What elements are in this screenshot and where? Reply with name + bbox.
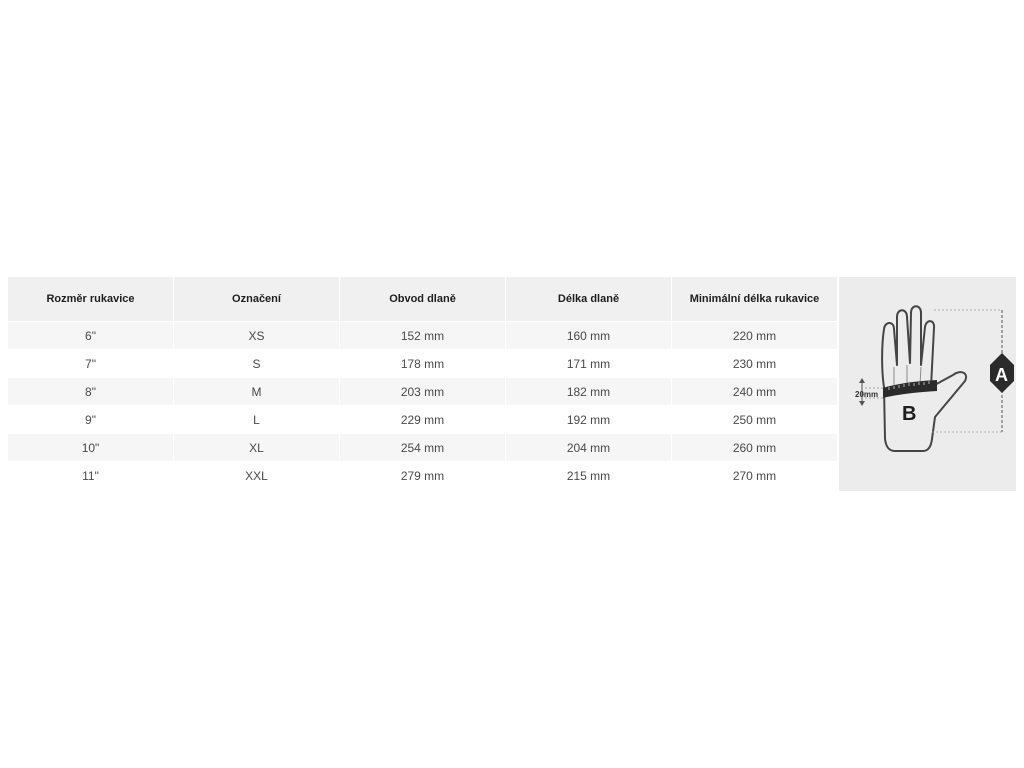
cell-palm-length: 171 mm <box>506 350 672 378</box>
cell-designation: XL <box>174 434 340 462</box>
cell-palm-circumference: 152 mm <box>340 322 506 350</box>
table-row <box>8 462 838 490</box>
header-designation: Označení <box>174 277 340 322</box>
label-a: A <box>995 365 1008 385</box>
cell-palm-length: 160 mm <box>506 322 672 350</box>
cell-palm-length: 182 mm <box>506 378 672 406</box>
cell-min-glove-length: 260 mm <box>672 434 838 462</box>
cell-designation: XS <box>174 322 340 350</box>
cell-palm-length: 192 mm <box>506 406 672 434</box>
table-row <box>8 322 838 350</box>
cell-designation: M <box>174 378 340 406</box>
cell-min-glove-length: 250 mm <box>672 406 838 434</box>
cell-palm-circumference: 229 mm <box>340 406 506 434</box>
measure-label: 20mm <box>855 390 879 399</box>
cell-glove-size: 7" <box>8 350 174 378</box>
table-row <box>8 350 838 378</box>
cell-glove-size: 11" <box>8 462 174 490</box>
table-row <box>8 434 838 462</box>
cell-glove-size: 8" <box>8 378 174 406</box>
table-header-row <box>8 277 838 322</box>
arrow-up-icon <box>859 378 865 383</box>
cell-palm-circumference: 254 mm <box>340 434 506 462</box>
cell-min-glove-length: 220 mm <box>672 322 838 350</box>
cell-designation: XXL <box>174 462 340 490</box>
table-row <box>8 378 838 406</box>
hand-illustration <box>839 277 1016 491</box>
table-row <box>8 406 838 434</box>
header-palm-circumference: Obvod dlaně <box>340 277 506 322</box>
cell-palm-circumference: 203 mm <box>340 378 506 406</box>
cell-min-glove-length: 270 mm <box>672 462 838 490</box>
hand-measurement-diagram <box>839 277 1016 491</box>
cell-palm-circumference: 178 mm <box>340 350 506 378</box>
cell-designation: S <box>174 350 340 378</box>
header-min-glove-length: Minimální délka rukavice <box>672 277 838 322</box>
size-chart <box>8 277 1016 491</box>
cell-min-glove-length: 240 mm <box>672 378 838 406</box>
header-palm-length: Délka dlaně <box>506 277 672 322</box>
cell-glove-size: 10" <box>8 434 174 462</box>
cell-palm-length: 204 mm <box>506 434 672 462</box>
cell-glove-size: 9" <box>8 406 174 434</box>
label-b: B <box>902 403 917 425</box>
cell-glove-size: 6" <box>8 322 174 350</box>
cell-min-glove-length: 230 mm <box>672 350 838 378</box>
glove-size-table <box>8 277 838 490</box>
cell-designation: L <box>174 406 340 434</box>
arrow-down-icon <box>859 401 865 406</box>
cell-palm-circumference: 279 mm <box>340 462 506 490</box>
cell-palm-length: 215 mm <box>506 462 672 490</box>
hand-outline-icon <box>882 306 966 451</box>
header-glove-size: Rozměr rukavice <box>8 277 174 322</box>
